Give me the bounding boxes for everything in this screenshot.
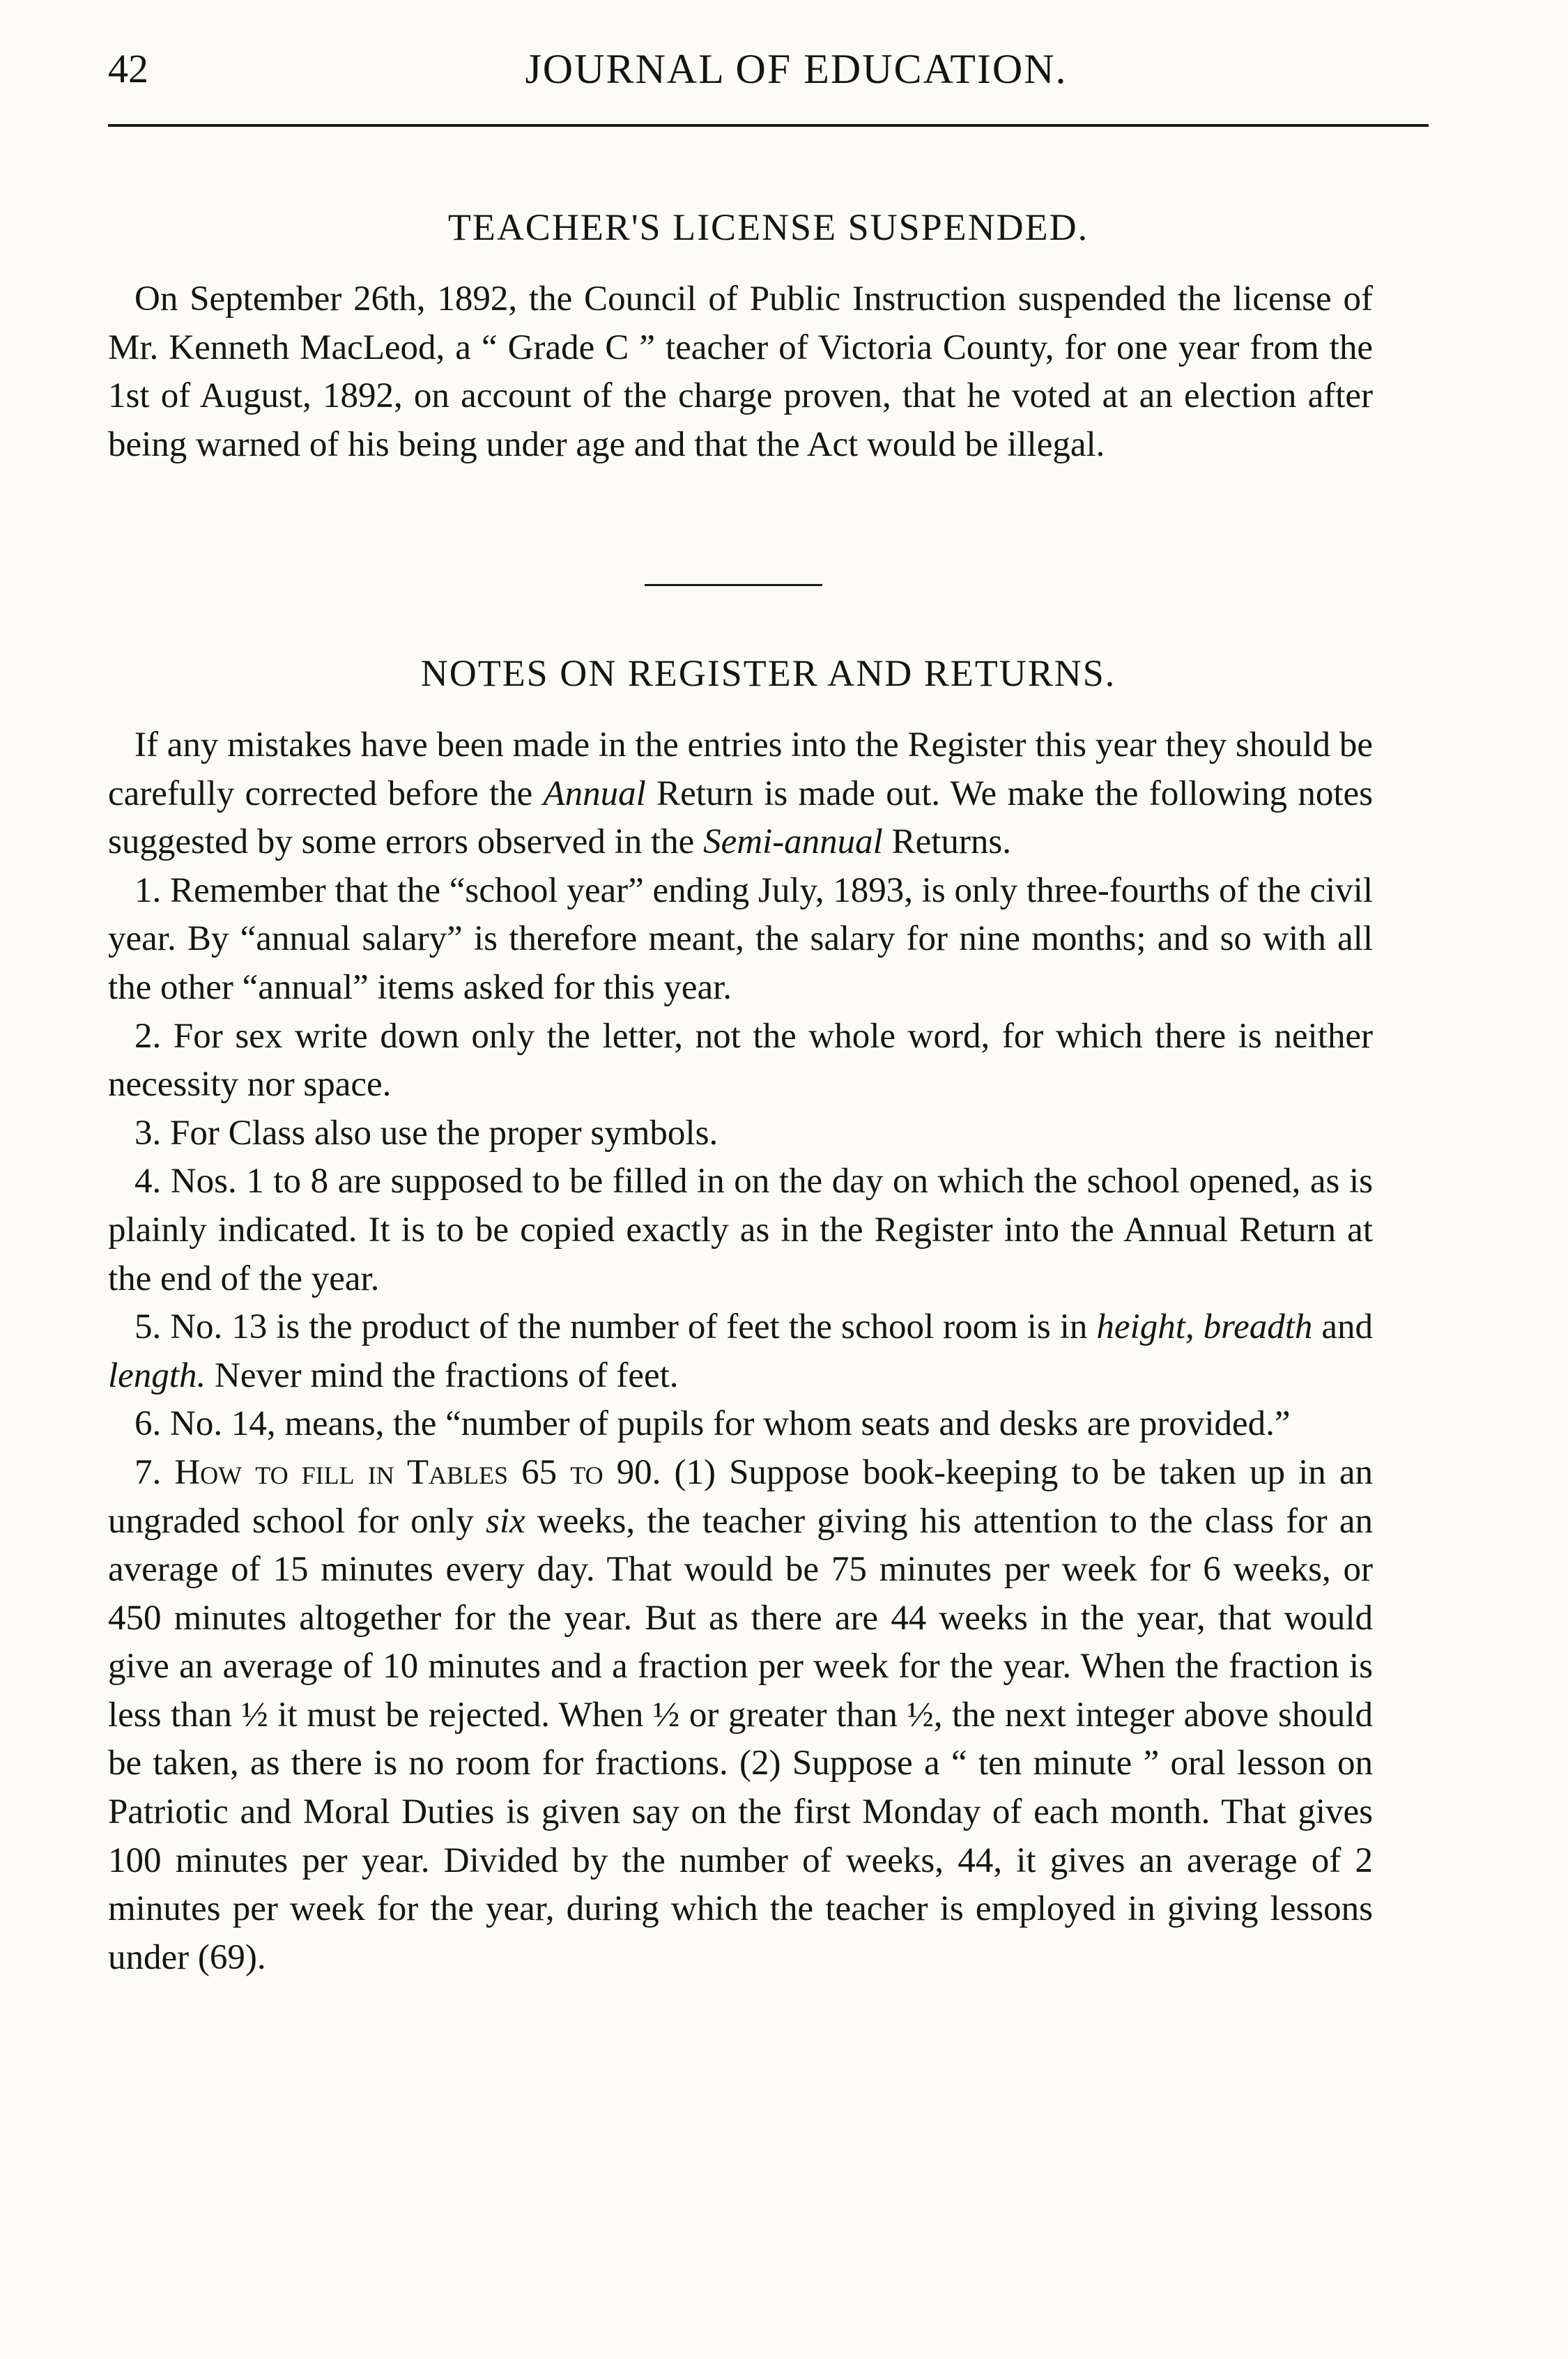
section-separator	[645, 584, 822, 586]
note-1: 1. Remember that the “school year” ending July, 1893, is only three-fourths of the civil year. By “annual salary” is therefore meant, the salary for nine months; and so with all the other “annual” items asked for this year.	[108, 870, 1373, 1007]
note-5-and: and	[1312, 1307, 1373, 1347]
note-5-text-a: 5. No. 13 is the product of the number of feet the school room is in	[134, 1307, 1097, 1347]
note-5-text-b: Never mind the fractions of feet.	[206, 1355, 679, 1395]
journal-title: JOURNAL OF EDUCATION.	[525, 46, 1068, 92]
note-7	[108, 1449, 1373, 1983]
notes-body	[108, 721, 1373, 1982]
notes-intro	[108, 721, 1373, 867]
note-5-height-italic: height, breadth	[1096, 1307, 1313, 1347]
intro-text-1: If any mistakes have been made in the entries into the Register this year they should be carefully corrected before the	[108, 725, 1373, 813]
header-rule	[108, 124, 1429, 127]
note-7-number: 7.	[134, 1452, 175, 1492]
page-number: 42	[108, 46, 148, 91]
note-5	[108, 1303, 1373, 1400]
license-paragraph: On September 26th, 1892, the Council of Public Instruction suspended the license of Mr. Kenneth MacLeod, a “ Grade C ” teacher of Victoria County, for one year from the 1st of August, 1892, on account of the charge proven, that he voted at an election after being warned of his being under age and that the Act would be illegal.	[108, 279, 1373, 464]
note-2: 2. For sex write down only the letter, not the whole word, for which there is neither necessity nor space.	[108, 1016, 1373, 1105]
intro-text-2: Return is made out. We make the following notes suggested by some errors observed in the	[108, 774, 1373, 862]
note-7-six-italic: six	[486, 1501, 525, 1541]
intro-semi-annual-italic: Semi-annual	[703, 822, 883, 862]
note-7-text-a: (1) Suppose book-keeping to be taken up in an ungraded school for only	[108, 1452, 1374, 1541]
running-head	[108, 38, 1429, 101]
note-5-length-italic: length.	[108, 1355, 206, 1395]
intro-text-3: Returns.	[882, 822, 1012, 862]
note-4: 4. Nos. 1 to 8 are supposed to be filled in on the day on which the school opened, as is plainly indicated. It is to be copied exactly as in the Register into the Annual Return at the end of the year.	[108, 1162, 1373, 1298]
note-3: 3. For Class also use the proper symbols.	[134, 1113, 718, 1153]
note-6: 6. No. 14, means, the “number of pupils for whom seats and desks are provided.”	[134, 1404, 1291, 1444]
section-title-license: TEACHER'S LICENSE SUSPENDED.	[447, 206, 1089, 248]
intro-annual-italic: Annual	[543, 774, 646, 813]
license-paragraph-block	[108, 275, 1373, 469]
note-7-text-b: weeks, the teacher giving his attention to the class for an average of 15 minutes every day. That would be 75 minutes per week for 6 weeks, or 450 minutes altogether for the year. But as there are 44 weeks in the year, that would give an average of 10 minutes and a fraction per week for the year. When the fraction is less than ½ it must be rejected. When ½ or greater than ½, the next integer above should be taken, as there is no room for fractions. (2) Suppose a “ ten minute ” oral lesson on Patriotic and Moral Duties is given say on the first Monday of each month. That gives 100 minutes per year. Divided by the number of weeks, 44, it gives an average of 2 minutes per week for the year, during which the teacher is employed in giving lessons under (69).	[108, 1501, 1373, 1977]
section-title-notes: NOTES ON REGISTER AND RETURNS.	[420, 652, 1116, 694]
note-7-heading: How to fill in Tables 65 to 90.	[174, 1452, 661, 1492]
